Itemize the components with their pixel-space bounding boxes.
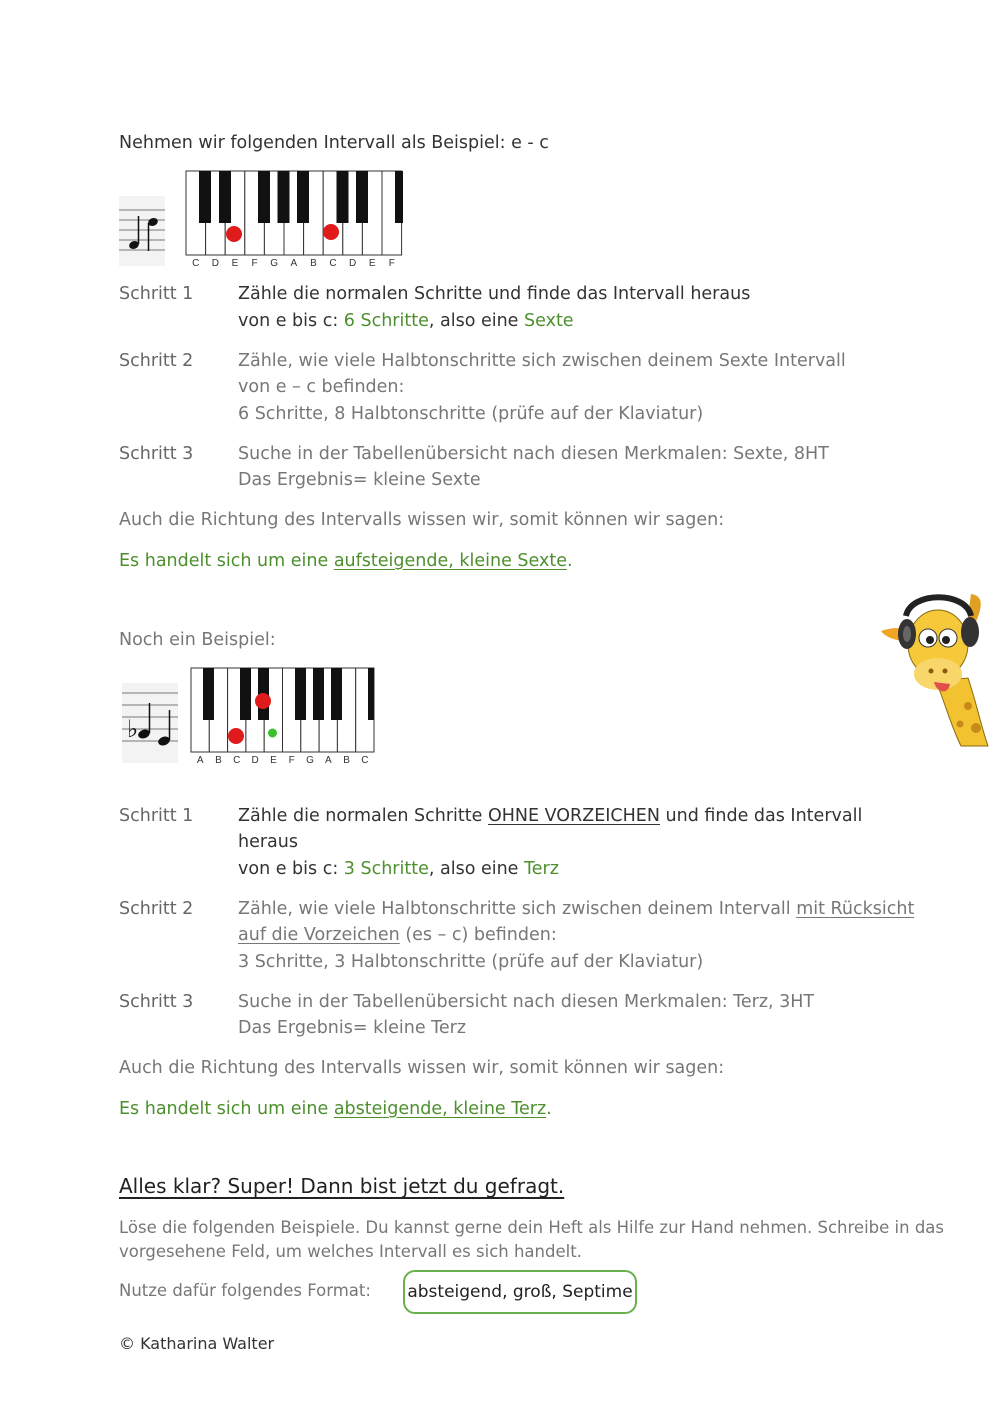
step-label: Schritt 1	[119, 284, 194, 304]
format-label: Nutze dafür folgendes Format:	[119, 1281, 371, 1300]
result-text: Es handelt sich um eine absteigende, kleine Terz.	[119, 1099, 552, 1119]
highlight: Sexte	[524, 311, 574, 331]
giraffe-mascot	[876, 586, 996, 748]
result-text: Es handelt sich um eine aufsteigende, kleine Sexte.	[119, 551, 573, 571]
step-text: auf die Vorzeichen (es – c) befinden:	[238, 925, 557, 945]
step-text: Das Ergebnis= kleine Terz	[238, 1018, 467, 1038]
key-letter: E	[270, 755, 277, 765]
step-text: Das Ergebnis= kleine Sexte	[238, 470, 481, 490]
step-text: 6 Schritte, 8 Halbtonschritte (prüfe auf der Klaviatur)	[238, 404, 704, 424]
note-marker-e	[268, 729, 277, 738]
example2-intro: Noch ein Beispiel:	[119, 630, 276, 650]
step-text: Suche in der Tabellenübersicht nach diesen Merkmalen: Sexte, 8HT	[238, 444, 829, 464]
result-answer: aufsteigende, kleine Sexte	[333, 551, 567, 571]
key-letter: A	[196, 755, 204, 765]
step-text: Suche in der Tabellenübersicht nach diesen Merkmalen: Terz, 3HT	[238, 992, 815, 1012]
staff-notation-es-c	[122, 683, 178, 763]
key-letter: G	[306, 755, 314, 765]
key-letter: C	[192, 258, 200, 268]
note-marker-c	[228, 728, 244, 744]
step-text: Zähle die normalen Schritte OHNE VORZEICHEN und finde das Intervall	[238, 806, 863, 826]
step-text: von e – c befinden:	[238, 377, 405, 397]
task-heading: Alles klar? Super! Dann bist jetzt du gefragt.	[119, 1174, 565, 1198]
white-keys	[186, 171, 402, 255]
step-label: Schritt 2	[119, 899, 194, 919]
key-letter: F	[288, 755, 295, 765]
key-letter: B	[215, 755, 222, 765]
key-letter: C	[329, 258, 337, 268]
task-instructions: vorgesehene Feld, um welches Intervall es sich handelt.	[119, 1242, 582, 1261]
format-example-text: absteigend, groß, Septime	[407, 1282, 633, 1302]
step-label: Schritt 2	[119, 351, 194, 371]
key-letter: C	[233, 755, 241, 765]
svg-text:♭: ♭	[127, 715, 139, 743]
key-letter: B	[310, 258, 317, 268]
format-example-box	[403, 1270, 637, 1314]
underlined-text: auf die Vorzeichen	[238, 925, 400, 945]
intro-text: Nehmen wir folgenden Intervall als Beispiel: e - c	[119, 133, 549, 153]
white-keys	[191, 668, 374, 752]
step-text: 3 Schritte, 3 Halbtonschritte (prüfe auf der Klaviatur)	[238, 952, 704, 972]
note-marker-e	[226, 226, 242, 242]
key-letter: G	[270, 258, 279, 268]
step-label: Schritt 1	[119, 806, 194, 826]
direction-text: Auch die Richtung des Intervalls wissen wir, somit können wir sagen:	[119, 510, 725, 530]
note-marker-c	[323, 224, 339, 240]
underlined-text: OHNE VORZEICHEN	[487, 806, 660, 826]
step-text: Zähle, wie viele Halbtonschritte sich zwischen deinem Intervall mit Rücksicht	[238, 899, 915, 919]
step-text: Zähle, wie viele Halbtonschritte sich zwischen deinem Sexte Intervall	[238, 351, 846, 371]
note-marker-es	[255, 693, 271, 709]
step-text: heraus	[238, 832, 298, 852]
key-letter: A	[324, 755, 332, 765]
piano-keyboard-1	[185, 170, 407, 268]
copyright: © Katharina Walter	[119, 1334, 275, 1353]
key-letter: D	[251, 755, 259, 765]
task-instructions: Löse die folgenden Beispiele. Du kannst gerne dein Heft als Hilfe zur Hand nehmen. Schreibe in das	[119, 1218, 945, 1237]
key-letter: E	[231, 258, 239, 268]
key-letter: D	[348, 258, 357, 268]
step-text: von e bis c: 3 Schritte, also eine Terz	[238, 859, 559, 879]
highlight: Terz	[524, 859, 559, 879]
highlight: 3 Schritte	[343, 859, 429, 879]
key-letter: D	[211, 258, 220, 268]
key-letter: E	[368, 258, 376, 268]
key-letter: A	[290, 258, 298, 268]
step-label: Schritt 3	[119, 444, 194, 464]
underlined-text: mit Rücksicht	[796, 899, 915, 919]
step-text: Zähle die normalen Schritte und finde das Intervall heraus	[238, 284, 751, 304]
direction-text: Auch die Richtung des Intervalls wissen wir, somit können wir sagen:	[119, 1058, 725, 1078]
key-letters	[192, 258, 395, 268]
key-letter: C	[361, 755, 369, 765]
highlight: 6 Schritte	[343, 311, 429, 331]
result-answer: absteigende, kleine Terz	[333, 1099, 547, 1119]
key-letter: F	[388, 258, 395, 268]
key-letters	[197, 755, 369, 765]
piano-keyboard-2	[190, 667, 378, 765]
step-label: Schritt 3	[119, 992, 194, 1012]
step-text: von e bis c: 6 Schritte, also eine Sexte	[238, 311, 574, 331]
staff-notation-e-c	[119, 196, 165, 266]
key-letter: B	[343, 755, 350, 765]
key-letter: F	[251, 258, 258, 268]
